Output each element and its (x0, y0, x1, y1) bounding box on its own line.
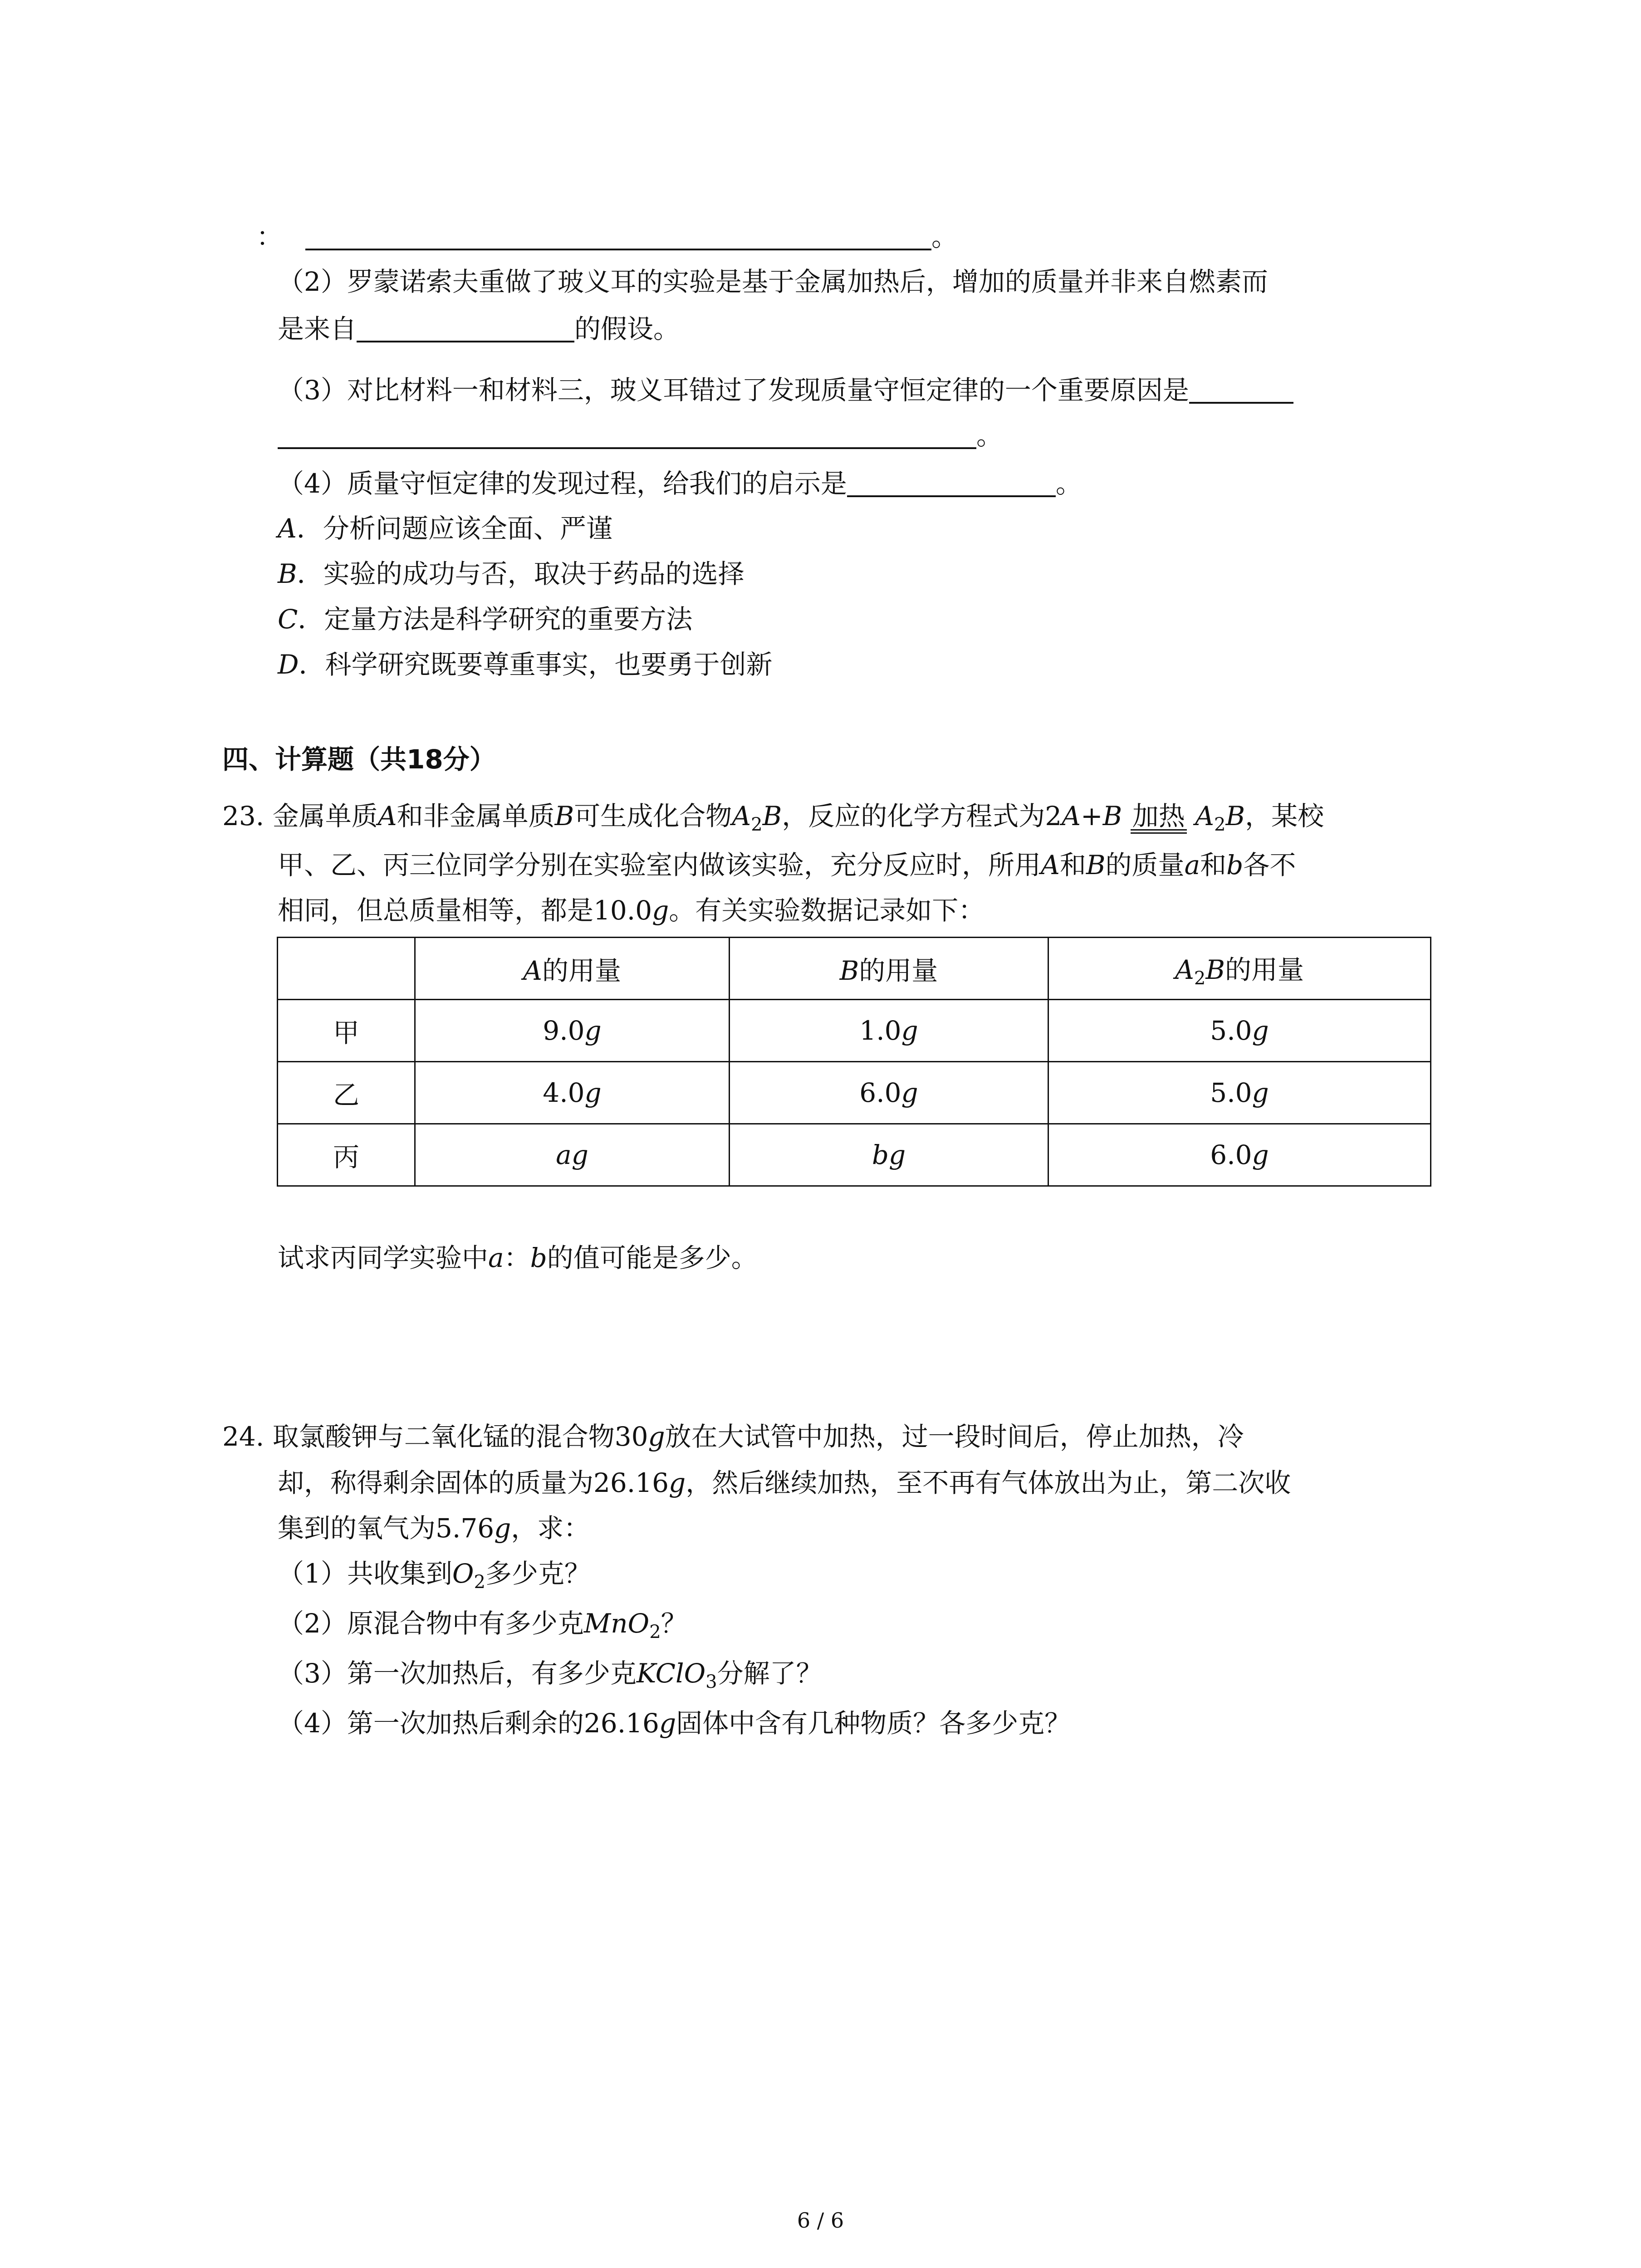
table-row (278, 1062, 1431, 1124)
table-cell: bg (730, 1124, 1048, 1186)
table-cell: 甲 (278, 1000, 415, 1062)
table-header-row (278, 938, 1431, 1000)
q22-sub4: （4）质量守恒定律的发现过程，给我们的启示是 。 (278, 468, 1082, 499)
table-header-cell: A的用量 (415, 938, 730, 1000)
q22-sub3-line1: （3）对比材料一和材料三，玻义耳错过了发现质量守恒定律的一个重要原因是 (278, 376, 1293, 404)
option-c[interactable]: C．定量方法是科学研究的重要方法 (278, 604, 693, 635)
table-cell: 6.0g (730, 1062, 1048, 1124)
option-d[interactable]: D．科学研究既要尊重事实，也要勇于创新 (278, 649, 773, 680)
answer-blank[interactable] (847, 470, 1056, 497)
option-b[interactable]: B．实验的成功与否，取决于药品的选择 (278, 558, 745, 589)
table-row (278, 1124, 1431, 1186)
option-a[interactable]: A．分析问题应该全面、严谨 (278, 513, 612, 544)
table-header-cell: B的用量 (730, 938, 1048, 1000)
answer-blank[interactable] (1189, 376, 1293, 404)
section-heading: 四、计算题（共18分） (222, 744, 496, 775)
table-cell: 1.0g (730, 1000, 1048, 1062)
q24-sub1: （1）共收集到$O_2$多少克？ (278, 1558, 591, 1593)
table-cell: ag (415, 1124, 730, 1186)
q24-sub3: （3）第一次加热后，有多少克KClO$_3$分解了？ (278, 1658, 823, 1692)
table-cell: 9.0g (415, 1000, 730, 1062)
q22-line-colon: ： 。 (256, 221, 958, 252)
answer-blank[interactable] (305, 223, 931, 250)
heat-condition-sign: 加热 (1131, 803, 1187, 834)
answer-blank[interactable] (357, 315, 574, 342)
q23-line2: 甲、乙、丙三位同学分别在实验室内做该实验，充分反应时，所用A和B的质量a和b各不 (278, 850, 1296, 880)
table-cell: 5.0g (1048, 1000, 1431, 1062)
q24-line1: 24. 取氯酸钾与二氧化锰的混合物30g放在大试管中加热，过一段时间后，停止加热，冷 (222, 1421, 1244, 1452)
page-number: 6 / 6 (797, 2208, 844, 2233)
table-cell: 6.0g (1048, 1124, 1431, 1186)
q23-line3: 相同，但总质量相等，都是10.0g。有关实验数据记录如下： (278, 895, 985, 926)
q22-sub2-line1: （2）罗蒙诺索夫重做了玻义耳的实验是基于金属加热后，增加的质量并非来自燃素而 (278, 266, 1268, 297)
table-row (278, 1000, 1431, 1062)
q24-line2: 却，称得剩余固体的质量为26.16g，然后继续加热，至不再有气体放出为止，第二次收 (278, 1467, 1291, 1498)
q24-line3: 集到的氧气为5.76g，求： (278, 1513, 590, 1544)
table-cell: 5.0g (1048, 1062, 1431, 1124)
experiment-table (277, 937, 1431, 1187)
q22-sub2-line2: 是来自 的假设。 (278, 313, 680, 344)
table-header-cell: $A_2B$的用量 (1048, 938, 1431, 1000)
q24-sub2: （2）原混合物中有多少克MnO$_2$？ (278, 1608, 687, 1642)
table-cell: 乙 (278, 1062, 415, 1124)
table-cell: 丙 (278, 1124, 415, 1186)
table-cell: 4.0g (415, 1062, 730, 1124)
q22-sub3-line2: 。 (278, 422, 1003, 449)
table-header-cell (278, 938, 415, 1000)
q23-ask: 试求丙同学实验中a：b的值可能是多少。 (278, 1242, 758, 1273)
answer-blank[interactable] (278, 422, 976, 449)
q23-line1: 23. 金属单质A和非金属单质B可生成化合物$A_2B$，反应的化学方程式为2A+B 加热 $A_2B$，某校 (222, 801, 1324, 835)
q24-sub4: （4）第一次加热后剩余的26.16g固体中含有几种物质？各多少克？ (278, 1708, 1071, 1739)
